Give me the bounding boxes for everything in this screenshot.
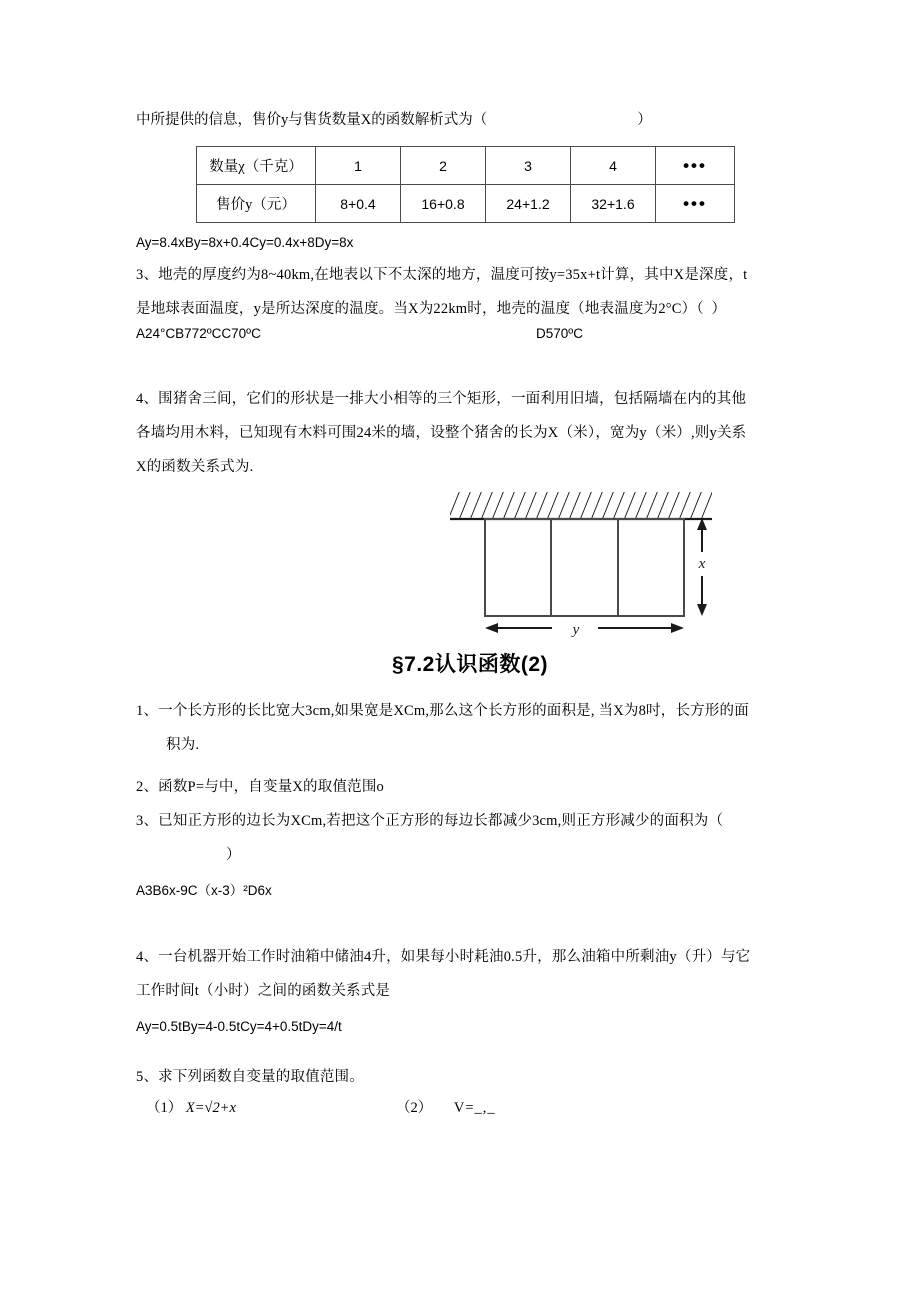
cell-price-2: 16+0.8	[401, 185, 486, 223]
section-question-1	[136, 694, 804, 762]
pen-rectangles	[485, 519, 684, 616]
table-row	[197, 185, 735, 223]
section-heading: §7.2认识函数(2)	[391, 653, 549, 676]
section-heading-wrapper	[136, 648, 804, 678]
dimension-arrow-horizontal	[485, 623, 684, 633]
section-question-3-options	[136, 876, 804, 906]
cell-price-1: 8+0.4	[316, 185, 401, 223]
section-question-5	[136, 1060, 804, 1094]
question-3	[136, 258, 804, 326]
section-question-1-line-2: 积为.	[166, 737, 200, 753]
section-question-5-item-2-no: （2）	[396, 1100, 433, 1116]
question-4-line-2: 各墙均用木料，已知现有木料可围24米的墙，设整个猪舍的长为X（米），宽为y（米）,则y关系	[136, 425, 747, 441]
cell-quantity-ellipsis: •••	[656, 147, 735, 185]
cell-price-3: 24+1.2	[486, 185, 571, 223]
cell-price-4: 32+1.6	[571, 185, 656, 223]
section-question-4-line-1: 4、一台机器开始工作时油箱中储油4升，如果每小时耗油0.5升，那么油箱中所剩油y（升）与它	[136, 949, 751, 965]
intro-line-close-paren: ）	[637, 112, 652, 128]
section-question-3	[136, 804, 804, 872]
cell-quantity-3: 3	[486, 147, 571, 185]
pig-pen-diagram	[440, 484, 740, 644]
question-3-options-left: A24°CB772ºCC70ºC	[136, 326, 261, 341]
figure-label-x: x	[698, 556, 706, 572]
price-quantity-table	[196, 146, 735, 223]
section-question-3-line-2: ）	[226, 847, 241, 863]
pig-pen-svg	[440, 484, 740, 644]
section-question-5-item-1-expr: X=√2+x	[185, 1100, 236, 1116]
section-question-4-line-2: 工作时间t（小时）之间的函数关系式是	[136, 983, 391, 999]
hatched-wall-icon	[450, 492, 712, 519]
figure-label-y: y	[572, 622, 580, 638]
row-header-price: 售价y（元）	[197, 185, 316, 223]
section-question-2	[136, 770, 804, 804]
question-4-line-1: 4、围猪舍三间，它们的形状是一排大小相等的三个矩形，一面利用旧墙，包括隔墙在内的其他	[136, 391, 747, 407]
answer-options-q2-text: Ay=8.4xBy=8x+0.4Cy=0.4x+8Dy=8x	[136, 235, 354, 250]
section-question-3-line-1: 3、已知正方形的边长为XCm,若把这个正方形的每边长都减少3cm,则正方形减少的面积为（	[136, 813, 724, 829]
section-question-3-options-text: A3B6x-9C（x-3）²D6x	[136, 883, 272, 898]
section-question-5-item-1	[146, 1096, 236, 1117]
question-4-line-3: X的函数关系式为.	[136, 459, 254, 475]
question-3-line-2: 是地球表面温度，y是所达深度的温度。当X为22km时，地壳的温度（地表温度为2°C）（ ）	[136, 301, 727, 317]
section-question-4-options	[136, 1012, 804, 1042]
section-question-5-items	[136, 1096, 804, 1126]
cell-quantity-2: 2	[401, 147, 486, 185]
cell-quantity-4: 4	[571, 147, 656, 185]
section-question-1-line-1: 1、一个长方形的长比宽大3cm,如果宽是XCm,那么这个长方形的面积是, 当X为8吋，长方形的面	[136, 703, 749, 719]
question-3-line-1: 3、地壳的厚度约为8~40km,在地表以下不太深的地方，温度可按y=35x+t计算，其中X是深度，t	[136, 267, 748, 283]
answer-options-q2	[136, 228, 804, 258]
table-row	[197, 147, 735, 185]
section-question-5-item-1-no: （1）	[146, 1100, 183, 1116]
cell-quantity-1: 1	[316, 147, 401, 185]
row-header-quantity: 数量χ（千克）	[197, 147, 316, 185]
price-quantity-table-wrapper	[196, 146, 735, 223]
section-question-2-line-1: 2、函数P=与中，自变量X的取值范围o	[136, 779, 385, 795]
question-3-options	[136, 326, 804, 341]
section-question-5-item-2	[396, 1096, 496, 1117]
section-question-5-item-2-expr: V=_,_	[453, 1100, 496, 1116]
section-question-4-options-text: Ay=0.5tBy=4-0.5tCy=4+0.5tDy=4/t	[136, 1019, 342, 1034]
intro-line-text: 中所提供的信息，售价y与售货数量X的函数解析式为（	[136, 112, 488, 128]
section-question-5-line-1: 5、求下列函数自变量的取值范围。	[136, 1069, 364, 1085]
question-3-options-right: D570ºC	[536, 326, 583, 341]
cell-price-ellipsis: •••	[656, 185, 735, 223]
intro-line	[136, 108, 796, 129]
section-question-4	[136, 940, 804, 1008]
question-4	[136, 382, 804, 484]
